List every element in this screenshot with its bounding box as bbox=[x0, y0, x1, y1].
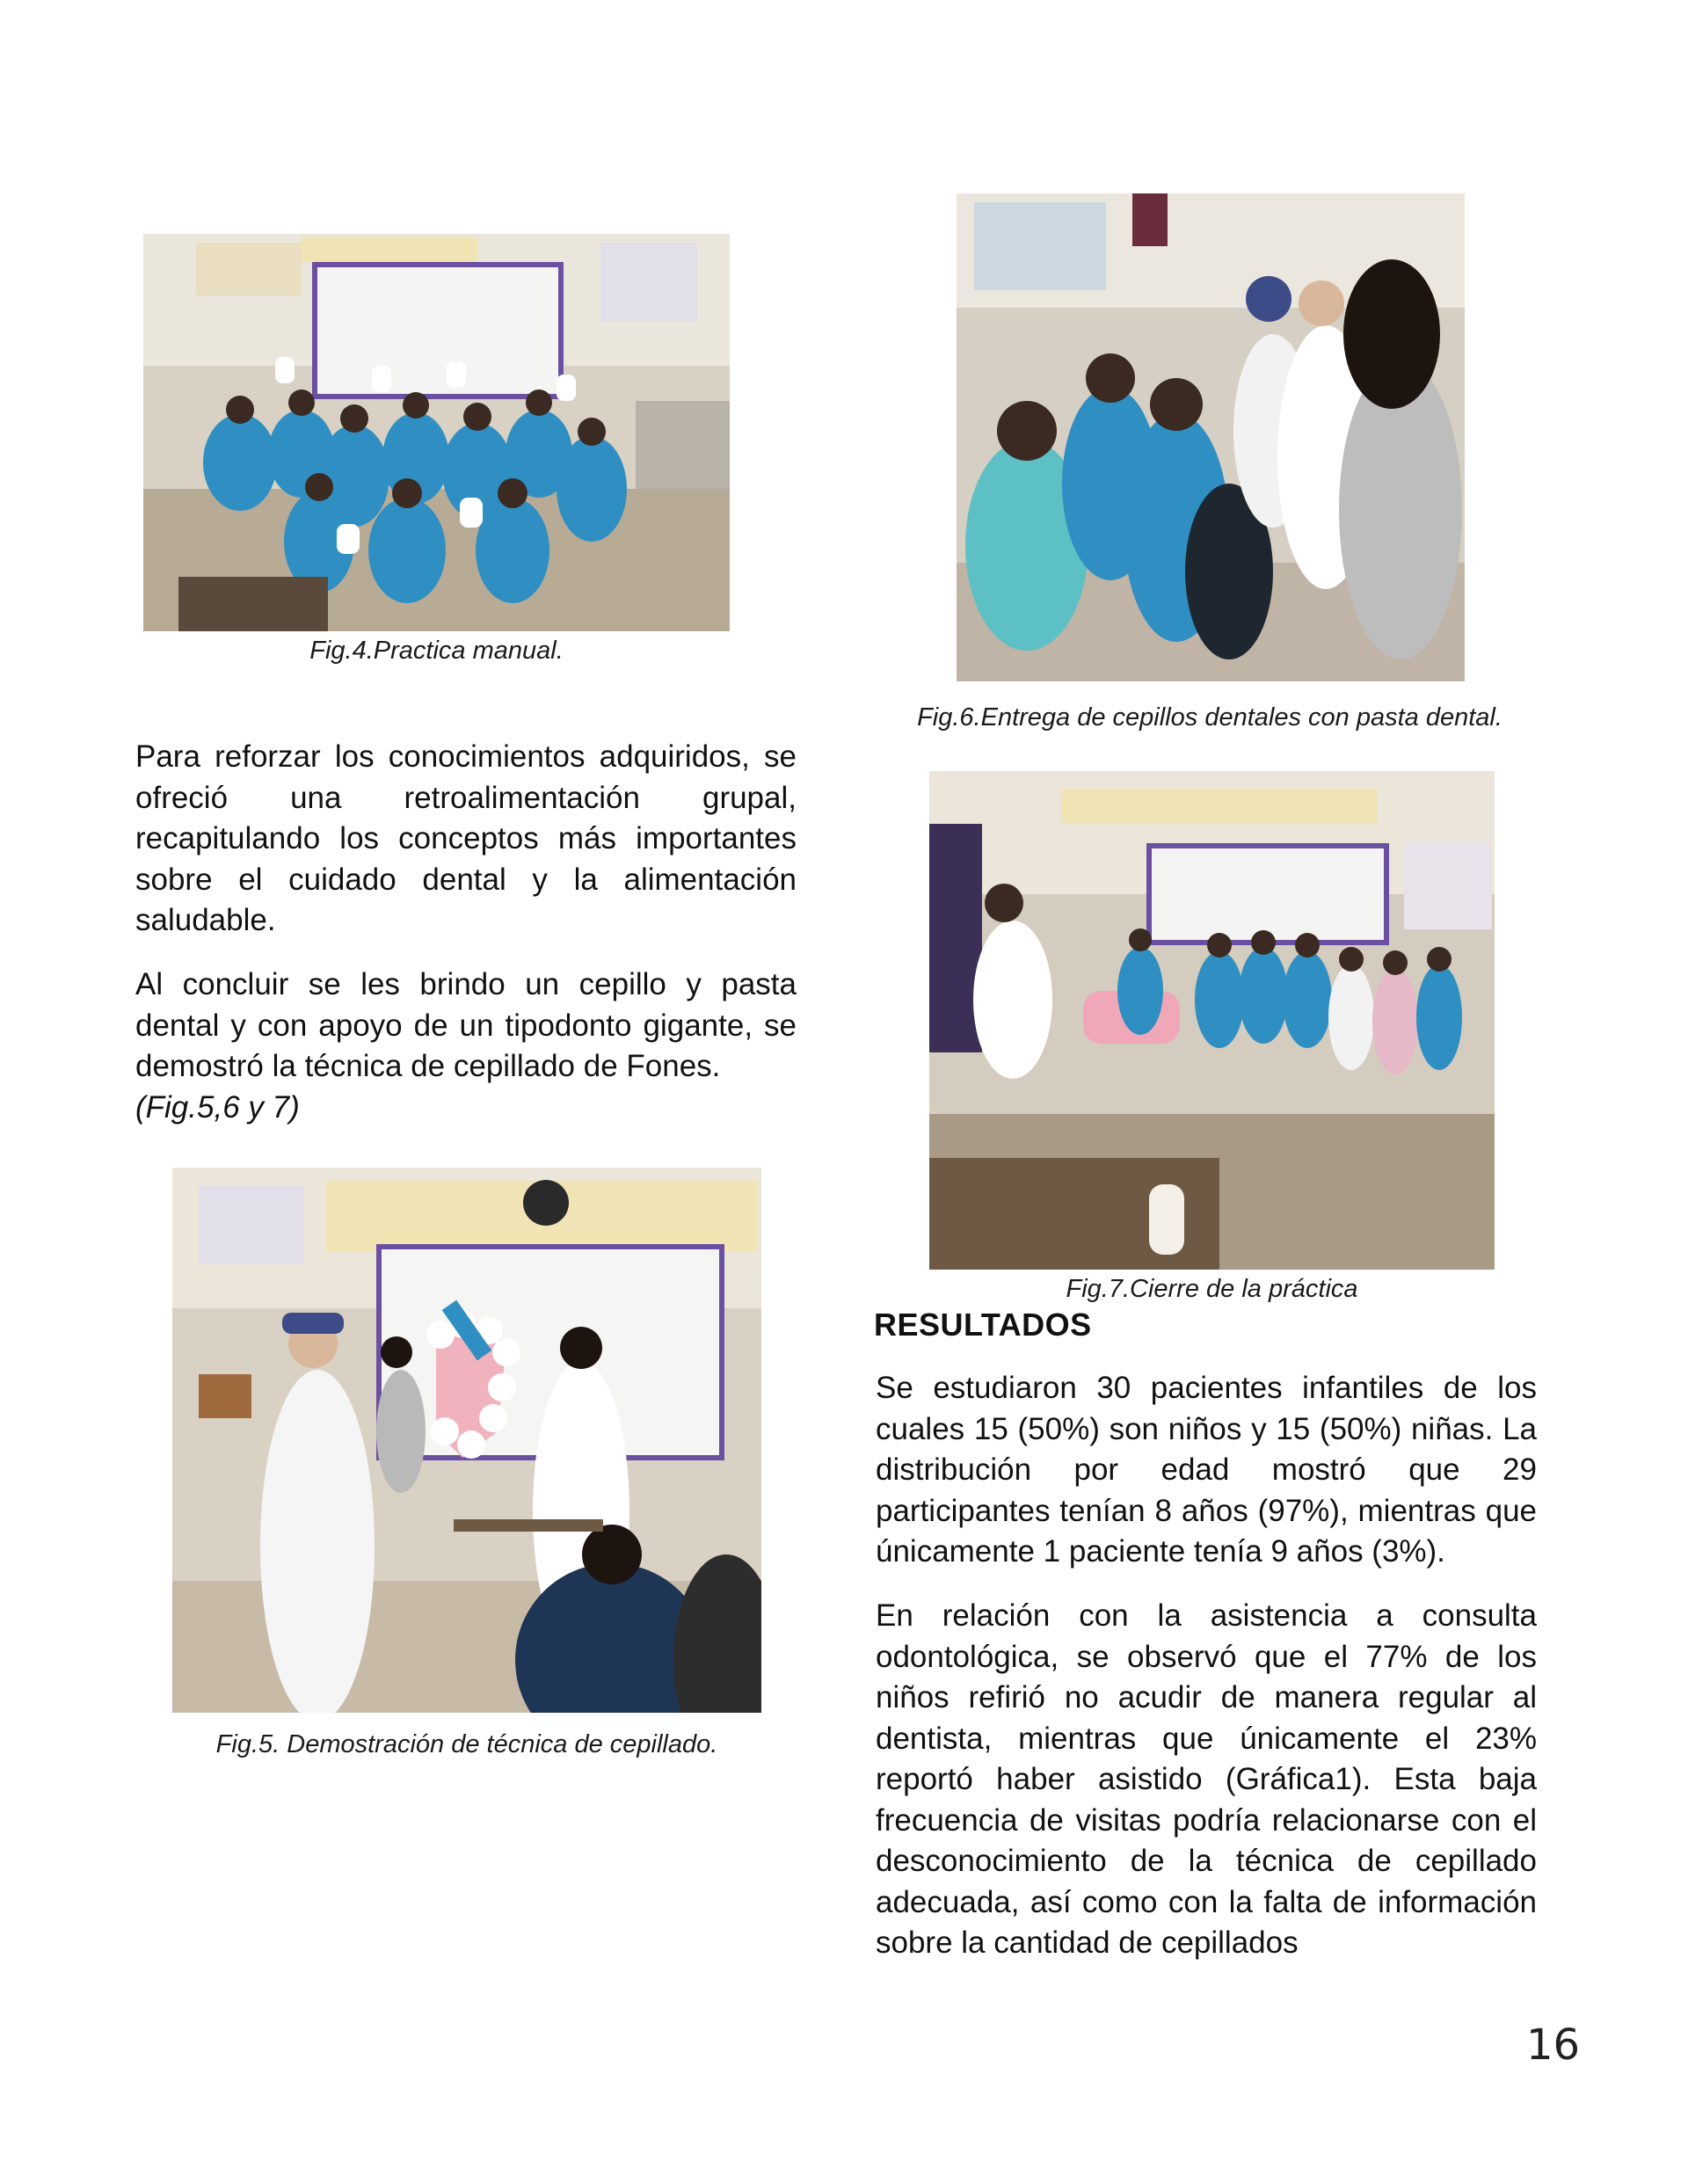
left-paragraph-2-text: Al concluir se les brindo un cepillo y pasta dental y con apoyo de un tipodonto gigante, se demostró la técnica de cepillado de Fones. bbox=[135, 967, 797, 1083]
page-number: 16 bbox=[1526, 2020, 1581, 2070]
left-paragraph-1: Para reforzar los conocimientos adquiridos, se ofreció una retroalimentación grupal, recapitulando los conceptos más importantes sobre el cuidado dental y la alimentación saludable. bbox=[135, 739, 797, 937]
fig5-photo bbox=[172, 1168, 761, 1713]
fig4-photo bbox=[143, 234, 730, 631]
fig7-caption: Fig.7.Cierre de la práctica bbox=[1066, 1275, 1358, 1303]
results-paragraph-2: En relación con la asistencia a consulta odontológica, se observó que el 77% de los niños refirió no acudir de manera regular al dentista, mientras que únicamente el 23% reportó haber asistido (Gráfica1). Esta baja frecuencia de visitas podría relacionarse con el desconocimiento de la técnica de cepillado adecuada, así como con la falta de información sobre la cantidad de cepillados bbox=[876, 1598, 1537, 1960]
fig4-caption: Fig.4.Practica manual. bbox=[309, 637, 564, 665]
figure-reference: (Fig.5,6 y 7) bbox=[135, 1089, 300, 1125]
fig7-photo bbox=[929, 771, 1495, 1270]
fig7-illustration bbox=[929, 771, 1495, 1270]
fig6-illustration bbox=[957, 193, 1465, 681]
fig6-photo bbox=[957, 193, 1465, 681]
fig6-caption: Fig.6.Entrega de cepillos dentales con pasta dental. bbox=[917, 703, 1502, 732]
results-heading: RESULTADOS bbox=[874, 1307, 1092, 1343]
fig5-caption: Fig.5. Demostración de técnica de cepillado. bbox=[215, 1730, 718, 1758]
fig4-illustration bbox=[143, 234, 730, 631]
results-paragraph-1: Se estudiaron 30 pacientes infantiles de los cuales 15 (50%) son niños y 15 (50%) niñas. La distribución por edad mostró que 29 participantes tenían 8 años (97%), mientras que únicamente 1 paciente tenía 9 años (3%). bbox=[876, 1371, 1537, 1569]
fig5-illustration bbox=[172, 1168, 761, 1713]
left-paragraph-2 bbox=[135, 965, 797, 1128]
